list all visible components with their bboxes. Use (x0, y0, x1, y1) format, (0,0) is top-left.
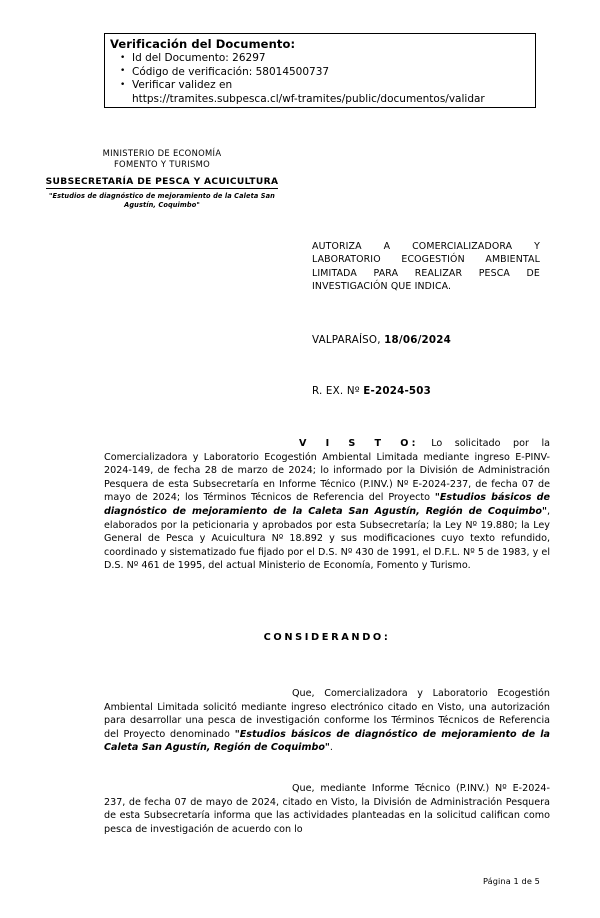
verification-title: Verificación del Documento: (110, 37, 296, 51)
resolution-label: R. EX. Nº (312, 385, 364, 397)
date-value: 18/06/2024 (384, 334, 452, 346)
verification-item-code: • Código de verificación: 58014500737 (132, 66, 550, 80)
verification-list (110, 52, 550, 93)
place-label: VALPARAÍSO, (312, 334, 385, 346)
considerando-p1-project-title: "Estudios básicos de diagnóstico de mejoramiento de la Caleta San Agustín, Región de Coquimbo" (104, 728, 550, 754)
page-number-label: Página 1 de 5 (482, 876, 540, 886)
resolution-value: E-2024-503 (363, 385, 432, 397)
document-subject: AUTORIZA A COMERCIALIZADORA Y LABORATORIO ECOGESTIÓN AMBIENTAL LIMITADA PARA REALIZAR PESCA DE INVESTIGACIÓN QUE INDICA. (312, 241, 540, 293)
considerando-paragraph-1 (104, 687, 550, 755)
letterhead-project: "Estudios de diagnóstico de mejoramiento de la Caleta San Agustín, Coquimbo" (49, 192, 275, 209)
letterhead (36, 148, 288, 209)
visto-text-2: , elaborados por la peticionaria y aprobados por esta Subsecretaría; la Ley Nº 19.880; la Ley General de Pesca y Acuicultura Nº 18.892 y sus modificaciones cuyo texto refundido, coordinado y sistematizado fue fijado por el D.S. Nº 430 de 1991, el D.F.L. Nº 5 de 1983, y el D.S. Nº 461 de 1995, del actual Ministerio de Economía, Fomento y Turismo. (104, 505, 550, 572)
verification-url[interactable]: https://tramites.subpesca.cl/wf-tramites/public/documentos/validar (132, 92, 485, 105)
considerando-heading: CONSIDERANDO: (263, 632, 391, 643)
verification-box (104, 33, 550, 106)
visto-text-1: Lo solicitado por la Comercializadora y Laboratorio Ecogestión Ambiental Limitada mediante ingreso E-PINV-2024-149, de fecha 28 de marzo de 2024; lo informado por la División de Administración Pesquera de esta Subsecretaría en Informe Técnico (P.INV.) Nº E-2024-237, de fecha 07 de mayo de 2024; los Términos Técnicos de Referencia del Proyecto (104, 438, 550, 504)
considerando-p1-text-1: Que, Comercializadora y Laboratorio Ecogestión Ambiental Limitada solicitó mediante ingreso electrónico citado en Visto, una autorización para desarrollar una pesca de investigación conforme los Términos Técnicos de Referencia del Proyecto denominado (104, 688, 550, 740)
letterhead-subsecretary: SUBSECRETARÍA DE PESCA Y ACUICULTURA (45, 177, 279, 187)
considerando-paragraph-2 (104, 782, 550, 836)
letterhead-department: FOMENTO Y TURISMO (113, 158, 211, 169)
considerando-p1-text-2: . (329, 742, 333, 754)
page-footer (0, 876, 540, 886)
considerando-p2-text: Que, mediante Informe Técnico (P.INV.) Nº E-2024-237, de fecha 07 de mayo de 2024, citado en Visto, la División de Administración Pesquera de esta Subsecretaría informa que las actividades planteadas en la solicitud califican como pesca de investigación de acuerdo con lo (104, 783, 550, 835)
place-and-date (312, 334, 451, 346)
visto-paragraph (104, 437, 550, 573)
visto-project-title: "Estudios básicos de diagnóstico de mejoramiento de la Caleta San Agustín, Región de Coquimbo" (104, 492, 550, 517)
resolution-number (312, 385, 431, 397)
verification-item-document-id: • Id del Documento: 26297 (132, 52, 550, 66)
verification-item-validate: • Verificar validez en (132, 79, 550, 93)
visto-keyword: V I S T O: (299, 438, 419, 449)
letterhead-ministry: MINISTERIO DE ECONOMÍA (102, 148, 222, 158)
